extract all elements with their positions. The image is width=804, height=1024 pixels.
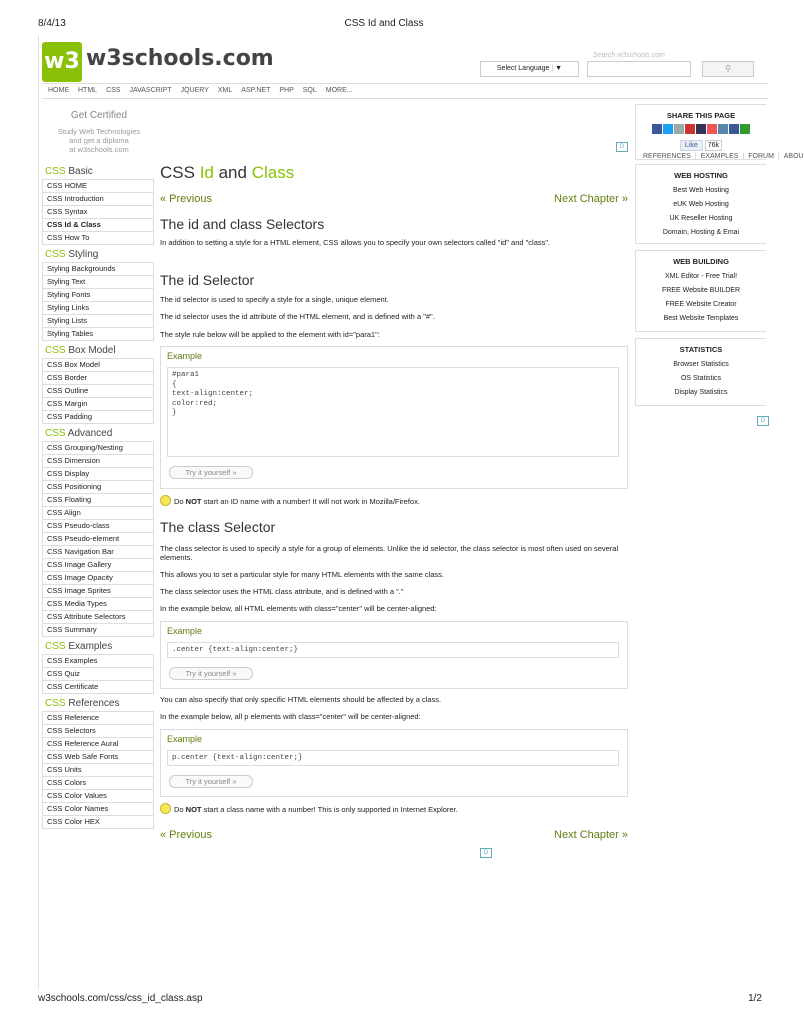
side-nav-item[interactable]: Styling Fonts <box>42 289 154 302</box>
side-nav <box>42 164 154 833</box>
certified-line: Study Web Technologies <box>57 127 141 136</box>
get-certified-ad[interactable] <box>46 110 152 154</box>
code-block: .center {text-align:center;} <box>167 642 619 658</box>
paragraph: The class selector uses the HTML class attribute, and is defined with a "." <box>160 587 404 596</box>
print-title: CSS Id and Class <box>344 18 424 29</box>
paragraph: In the example below, all p elements with class="center" will be center-aligned: <box>160 712 421 721</box>
paragraph: You can also specify that only specific HTML elements should be affected by a class. <box>160 695 442 704</box>
side-nav-item[interactable]: CSS Image Opacity <box>42 572 154 585</box>
sidebar-link[interactable]: Best Website Templates <box>663 315 739 322</box>
side-nav-item[interactable]: CSS Margin <box>42 398 154 411</box>
side-nav-item[interactable]: CSS Id & Class <box>42 219 154 232</box>
language-select[interactable]: Select Language | ▼ <box>480 61 579 77</box>
side-nav-item[interactable]: CSS Image Gallery <box>42 559 154 572</box>
side-nav-heading <box>45 428 154 439</box>
sidebar-link[interactable]: Domain, Hosting & Emai <box>662 229 740 236</box>
previous-link[interactable]: « Previous <box>160 193 212 205</box>
sidebar-link[interactable]: XML Editor - Free Trial! <box>664 273 738 280</box>
search-icon: ⚲ <box>725 64 731 73</box>
side-nav-item[interactable]: CSS Box Model <box>42 358 154 372</box>
nav-separator: | <box>694 153 697 160</box>
share-icon[interactable] <box>707 124 717 134</box>
next-chapter-link[interactable]: Next Chapter » <box>554 193 628 205</box>
example-box <box>160 346 628 489</box>
side-nav-heading-text: Styling <box>65 249 99 260</box>
side-nav-item[interactable]: CSS Web Safe Fonts <box>42 751 154 764</box>
example-label: Example <box>167 734 203 744</box>
top-nav-item[interactable]: REFERENCES <box>643 153 691 160</box>
side-nav-item[interactable]: CSS Introduction <box>42 193 154 206</box>
side-nav-group <box>42 641 154 694</box>
statistics-box <box>635 338 766 406</box>
nav-separator: | <box>777 153 780 160</box>
side-nav-item[interactable]: CSS Navigation Bar <box>42 546 154 559</box>
side-nav-group <box>42 345 154 424</box>
side-nav-item[interactable]: CSS Pseudo-class <box>42 520 154 533</box>
side-nav-heading-text: References <box>65 698 120 709</box>
side-nav-group <box>42 698 154 829</box>
side-nav-group <box>42 428 154 637</box>
sidebar-link[interactable]: FREE Website BUILDER <box>661 287 741 294</box>
box-title: STATISTICS <box>679 345 723 354</box>
print-date: 8/4/13 <box>38 18 66 29</box>
side-nav-item[interactable]: CSS Summary <box>42 624 154 637</box>
side-nav-heading <box>45 641 154 652</box>
side-nav-item[interactable]: Styling Backgrounds <box>42 262 154 276</box>
side-nav-heading <box>45 698 154 709</box>
paragraph: In addition to setting a style for a HTML element, CSS allows you to specify your own selectors called "id" and "class". <box>160 238 551 247</box>
like-count: 76k <box>705 140 722 151</box>
side-nav-heading <box>45 249 154 260</box>
side-nav-heading-text: Advanced <box>65 428 113 439</box>
paragraph: In the example below, all HTML elements with class="center" will be center-aligned: <box>160 604 437 613</box>
top-nav-item[interactable]: HOME <box>48 87 69 94</box>
share-icons <box>636 124 766 134</box>
side-nav-heading-text: Basic <box>65 166 93 177</box>
certified-title: Get Certified <box>70 110 128 121</box>
title-keyword: Class <box>251 163 295 182</box>
paragraph: The style rule below will be applied to the element with id="para1": <box>160 330 380 339</box>
try-it-yourself-button[interactable]: Try it yourself » <box>169 466 253 479</box>
share-icon[interactable] <box>674 124 684 134</box>
search-button[interactable] <box>702 61 754 77</box>
nav-separator: | <box>742 153 745 160</box>
top-nav-item[interactable]: HTML <box>78 87 98 94</box>
example-label: Example <box>167 626 203 636</box>
side-nav-item[interactable]: CSS Display <box>42 468 154 481</box>
top-nav-item[interactable]: EXAMPLES <box>700 153 739 160</box>
side-nav-item[interactable]: Styling Text <box>42 276 154 289</box>
side-nav-item[interactable]: CSS Reference Aural <box>42 738 154 751</box>
example-label: Example <box>167 351 203 361</box>
lightbulb-icon <box>160 495 171 506</box>
try-it-yourself-button[interactable]: Try it yourself » <box>169 775 253 788</box>
page <box>38 36 804 989</box>
side-nav-item[interactable]: Styling Links <box>42 302 154 315</box>
side-nav-heading-text: Examples <box>65 641 113 652</box>
paragraph: The class selector is used to specify a style for a group of elements. Unlike the id selector, the class selector is most often used on several elements. <box>160 544 619 562</box>
search-input[interactable] <box>587 61 691 77</box>
side-nav-item[interactable]: CSS Outline <box>42 385 154 398</box>
top-nav-item[interactable]: PHP <box>279 87 294 94</box>
print-page-number: 1/2 <box>748 993 762 1004</box>
paragraph: This allows you to set a particular style for many HTML elements with the same class. <box>160 570 444 579</box>
top-nav-item[interactable]: ASP.NET <box>241 87 271 94</box>
like-button[interactable]: Like <box>680 140 703 151</box>
title-keyword: Id <box>199 163 214 182</box>
side-nav-item[interactable]: CSS Dimension <box>42 455 154 468</box>
side-nav-item[interactable]: CSS Positioning <box>42 481 154 494</box>
side-nav-group <box>42 249 154 341</box>
sidebar-link[interactable]: Display Statistics <box>674 389 728 396</box>
sidebar-link[interactable]: FREE Website Creator <box>665 301 737 308</box>
share-icon[interactable] <box>696 124 706 134</box>
ad-choices-icon[interactable]: D <box>757 416 769 426</box>
share-icon[interactable] <box>740 124 750 134</box>
side-nav-item[interactable]: CSS Reference <box>42 711 154 725</box>
box-title: WEB BUILDING <box>673 257 729 266</box>
side-nav-item[interactable]: CSS Certificate <box>42 681 154 694</box>
top-nav-item[interactable]: JAVASCRIPT <box>129 87 172 94</box>
share-icon[interactable] <box>685 124 695 134</box>
certified-line: and get a diploma <box>69 136 129 145</box>
side-nav-item[interactable]: CSS Align <box>42 507 154 520</box>
top-nav-item[interactable]: CSS <box>106 87 121 94</box>
certified-line: at w3schools.com <box>69 145 129 154</box>
top-nav-item[interactable]: JQUERY <box>180 87 209 94</box>
sidebar-link[interactable]: UK Reseller Hosting <box>669 215 733 222</box>
language-label: Select Language <box>496 65 550 72</box>
side-nav-item[interactable]: CSS Pseudo-element <box>42 533 154 546</box>
side-nav-item[interactable]: CSS Units <box>42 764 154 777</box>
side-nav-item[interactable]: CSS Grouping/Nesting <box>42 441 154 455</box>
top-nav-item[interactable]: MORE... <box>325 87 353 94</box>
lightbulb-icon <box>160 803 171 814</box>
ad-choices-icon[interactable]: D <box>616 142 628 152</box>
previous-link[interactable]: « Previous <box>160 829 212 841</box>
title-part: and <box>213 163 252 182</box>
side-nav-item[interactable]: CSS Padding <box>42 411 154 424</box>
web-hosting-box <box>635 164 766 244</box>
share-title: SHARE THIS PAGE <box>666 111 736 120</box>
box-title: WEB HOSTING <box>674 171 728 180</box>
side-nav-group <box>42 166 154 245</box>
side-nav-heading <box>45 345 154 356</box>
side-nav-heading-keyword: CSS <box>45 249 66 260</box>
web-building-box <box>635 250 766 332</box>
side-nav-item[interactable]: CSS Border <box>42 372 154 385</box>
top-nav-item[interactable]: XML <box>217 87 233 94</box>
side-nav-item[interactable]: CSS Color HEX <box>42 816 154 829</box>
paragraph: The id selector uses the id attribute of the HTML element, and is defined with a "#". <box>160 312 435 321</box>
print-url: w3schools.com/css/css_id_class.asp <box>38 993 203 1004</box>
side-nav-heading <box>45 166 154 177</box>
top-nav-left <box>48 84 362 98</box>
side-nav-item[interactable]: CSS Image Sprites <box>42 585 154 598</box>
share-icon[interactable] <box>718 124 728 134</box>
top-nav-item[interactable]: FORUM <box>748 153 774 160</box>
next-chapter-link[interactable]: Next Chapter » <box>554 829 628 841</box>
logo-text: w3schools.com <box>86 46 274 71</box>
side-nav-item[interactable]: CSS Selectors <box>42 725 154 738</box>
side-nav-heading-keyword: CSS <box>45 641 66 652</box>
sidebar-link[interactable]: eUK Web Hosting <box>673 201 729 208</box>
side-nav-item[interactable]: CSS Attribute Selectors <box>42 611 154 624</box>
side-nav-item[interactable]: CSS Quiz <box>42 668 154 681</box>
title-part: CSS <box>160 163 200 182</box>
search-hint: Search w3schools.com <box>593 52 665 59</box>
sidebar-link[interactable]: OS Statistics <box>680 375 722 382</box>
share-icon[interactable] <box>729 124 739 134</box>
side-nav-heading-keyword: CSS <box>45 166 66 177</box>
note: Do NOT start an ID name with a number! It will not work in Mozilla/Firefox. <box>160 495 420 506</box>
note: Do NOT start a class name with a number! This is only supported in Internet Explorer. <box>160 803 458 814</box>
side-nav-item[interactable]: CSS Media Types <box>42 598 154 611</box>
section-heading: The id and class Selectors <box>160 216 325 232</box>
side-nav-item[interactable]: CSS HOME <box>42 179 154 193</box>
top-nav-item[interactable]: ABOU <box>783 153 804 160</box>
page-border <box>38 36 39 989</box>
side-nav-heading-keyword: CSS <box>45 345 66 356</box>
example-box <box>160 729 628 797</box>
side-nav-item[interactable]: CSS How To <box>42 232 154 245</box>
top-nav-item[interactable]: SQL <box>302 87 317 94</box>
section-heading: The id Selector <box>160 272 255 288</box>
code-block: #para1 { text-align:center; color:red; } <box>167 367 619 457</box>
page-title <box>160 163 294 183</box>
side-nav-item[interactable]: CSS Color Values <box>42 790 154 803</box>
side-nav-item[interactable]: CSS Syntax <box>42 206 154 219</box>
sidebar-link[interactable]: Best Web Hosting <box>673 187 729 194</box>
side-nav-item[interactable]: Styling Lists <box>42 315 154 328</box>
side-nav-heading-text: Box Model <box>65 345 116 356</box>
code-block: p.center {text-align:center;} <box>167 750 619 766</box>
side-nav-item[interactable]: Styling Tables <box>42 328 154 341</box>
share-icon[interactable] <box>652 124 662 134</box>
side-nav-item[interactable]: CSS Examples <box>42 654 154 668</box>
share-icon[interactable] <box>663 124 673 134</box>
side-nav-item[interactable]: CSS Color Names <box>42 803 154 816</box>
example-box <box>160 621 628 689</box>
section-heading: The class Selector <box>160 519 276 535</box>
share-box <box>635 104 766 160</box>
try-it-yourself-button[interactable]: Try it yourself » <box>169 667 253 680</box>
sidebar-link[interactable]: Browser Statistics <box>673 361 729 368</box>
logo-badge-icon: w3 <box>42 42 82 82</box>
side-nav-heading-keyword: CSS <box>45 698 66 709</box>
chevron-down-icon: ▼ <box>555 65 563 72</box>
side-nav-item[interactable]: CSS Floating <box>42 494 154 507</box>
paragraph: The id selector is used to specify a style for a single, unique element. <box>160 295 389 304</box>
side-nav-item[interactable]: CSS Colors <box>42 777 154 790</box>
ad-choices-icon[interactable]: D <box>480 848 492 858</box>
side-nav-heading-keyword: CSS <box>45 428 66 439</box>
